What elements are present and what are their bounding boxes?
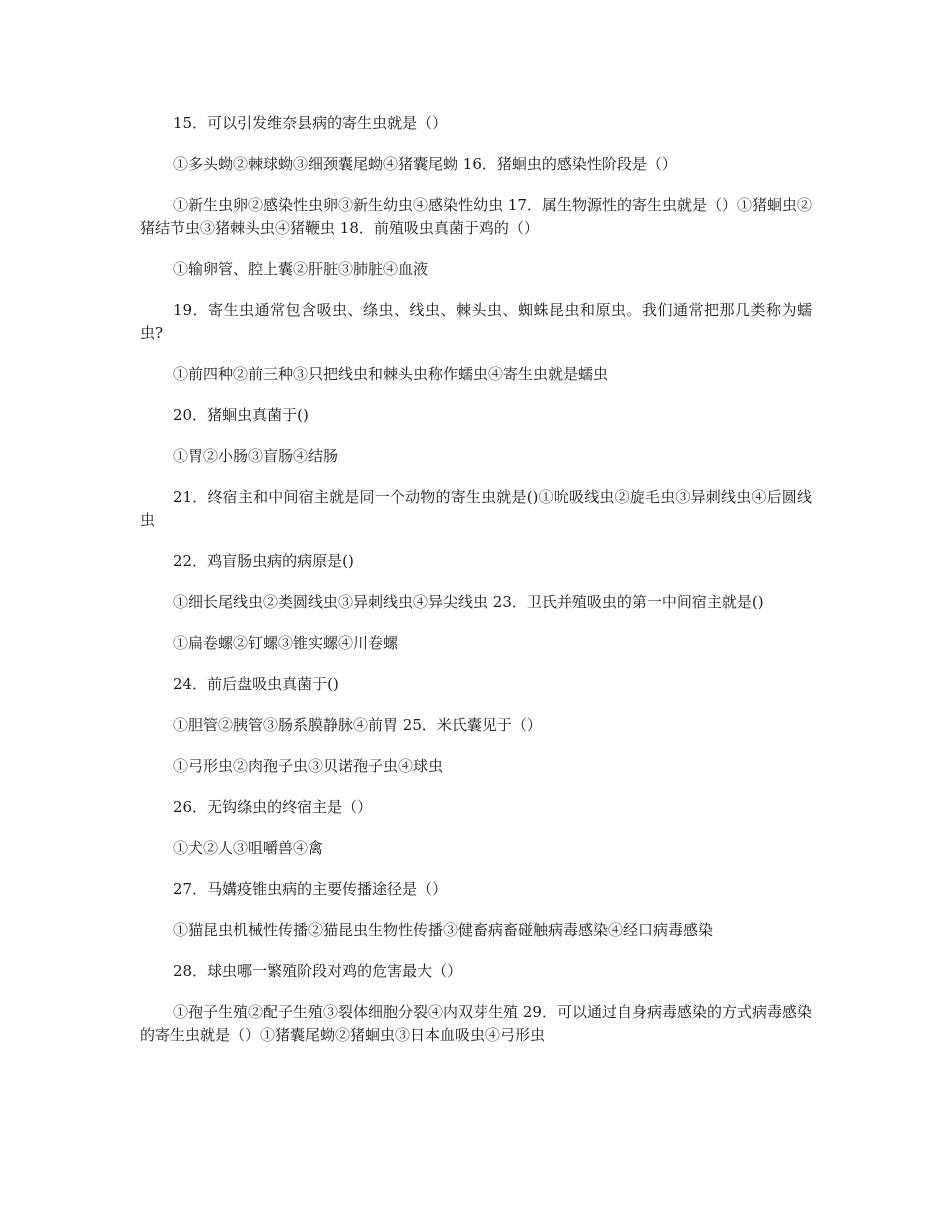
options-25: ①弓形虫②肉孢子虫③贝诺孢子虫④球虫 (173, 757, 444, 775)
options-20: ①胃②小肠③盲肠④结肠 (173, 447, 339, 465)
document-body (140, 112, 812, 1065)
options-24-question-25: ①胆管②胰管③肠系膜静脉④前胃 25．米氏囊见于（） (173, 716, 542, 734)
options-19: ①前四种②前三种③只把线虫和棘头虫称作蠕虫④寄生虫就是蠕虫 (173, 365, 609, 383)
question-26: 26．无钩绦虫的终宿主是（） (173, 798, 373, 816)
question-24: 24．前后盘吸虫真菌于() (173, 675, 339, 693)
question-21: 21．终宿主和中间宿主就是同一个动物的寄生虫就是()①吮吸线虫②旋毛虫③异刺线虫④后圆线虫 (140, 488, 812, 529)
question-20: 20．猪蛔虫真菌于() (173, 406, 309, 424)
options-22-question-23: ①细长尾线虫②类圆线虫③异刺线虫④异尖线虫 23．卫氏并殖吸虫的第一中间宿主就是() (173, 593, 764, 611)
question-27: 27．马媾疫锥虫病的主要传播途径是（） (173, 880, 448, 898)
options-16-question-17-18: ①新生虫卵②感染性虫卵③新生幼虫④感染性幼虫 17．属生物源性的寄生虫就是（）①猪蛔虫②猪结节虫③猪棘头虫④猪鞭虫 18．前殖吸虫真菌于鸡的（） (140, 196, 812, 237)
options-27: ①猫昆虫机械性传播②猫昆虫生物性传播③健畜病畜碰触病毒感染④经口病毒感染 (173, 921, 714, 939)
question-28: 28．球虫哪一繁殖阶段对鸡的危害最大（） (173, 962, 463, 980)
question-19: 19．寄生虫通常包含吸虫、绦虫、线虫、棘头虫、蜘蛛昆虫和原虫。我们通常把那几类称为蠕虫? (140, 301, 812, 342)
options-23: ①扁卷螺②钉螺③锥实螺④川卷螺 (173, 634, 399, 652)
options-18: ①输卵管、腔上囊②肝脏③肺脏④血液 (173, 260, 429, 278)
question-15: 15．可以引发维奈县病的寄生虫就是（） (173, 114, 448, 132)
options-15-question-16: ①多头蚴②棘球蚴③细颈囊尾蚴④猪囊尾蚴 16．猪蛔虫的感染性阶段是（） (173, 155, 677, 173)
options-26: ①犬②人③咀嚼兽④禽 (173, 839, 324, 857)
options-28-question-29: ①孢子生殖②配子生殖③裂体细胞分裂④内双芽生殖 29．可以通过自身病毒感染的方式病毒感染的寄生虫就是（）①猪囊尾蚴②猪蛔虫③日本血吸虫④弓形虫 (140, 1003, 812, 1044)
question-22: 22．鸡盲肠虫病的病原是() (173, 552, 354, 570)
